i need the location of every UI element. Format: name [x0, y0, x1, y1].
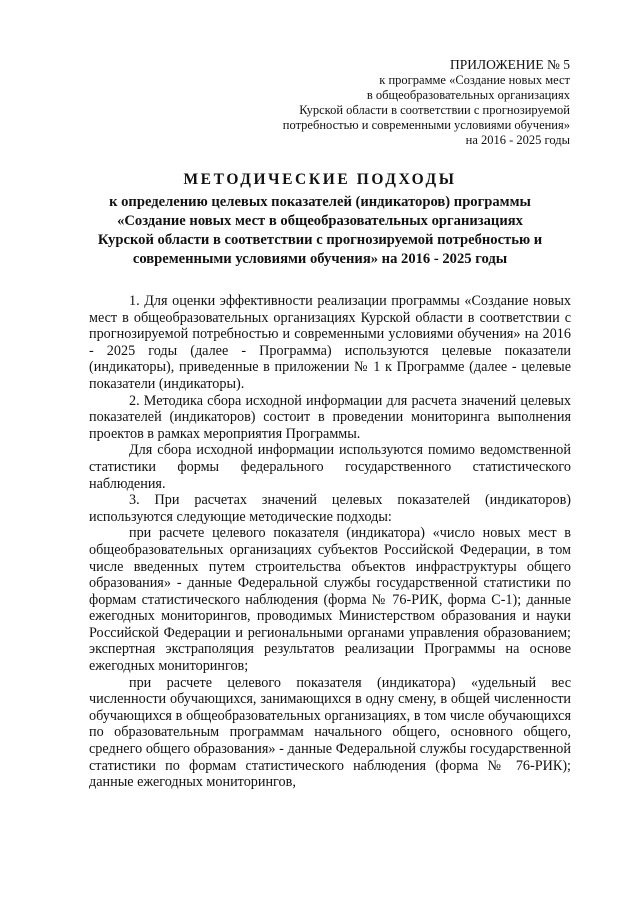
appendix-line: на 2016 - 2025 годы: [465, 133, 570, 147]
document-body: [89, 293, 571, 791]
paragraph-4: 3. При расчетах значений целевых показателей (индикаторов) используются следующие методические подходы:: [89, 492, 571, 525]
title-line: к определению целевых показателей (индикаторов) программы: [109, 194, 531, 210]
appendix-line: потребностью и современными условиями обучения»: [282, 118, 570, 132]
appendix-line: к программе «Создание новых мест: [379, 73, 570, 87]
appendix-line: Курской области в соответствии с прогнозируемой: [299, 103, 570, 117]
document-title: [70, 170, 570, 269]
title-line: «Создание новых мест в общеобразовательных организациях: [117, 213, 523, 229]
paragraph-6: при расчете целевого показателя (индикатора) «удельный вес численности обучающихся, занимающихся в одну смену, в общей численности обучающихся в общеобразовательных организациях, в том числе обучающихся по образовательным программам начального общего, основного общего, среднего общего образования» - данные Федеральной службы государственной статистики по формам статистического наблюдения (форма № 76-РИК); данные ежегодных мониторингов,: [89, 674, 571, 791]
paragraph-1: 1. Для оценки эффективности реализации программы «Создание новых мест в общеобразовательных организациях Курской области в соответствии с прогнозируемой потребностью и современными условиями обучения» на 2016 - 2025 годы (далее - Программа) используются целевые показатели (индикаторы), приведенные в приложении № 1 к Программе (далее - целевые показатели (индикаторы).: [89, 293, 571, 392]
paragraph-5: при расчете целевого показателя (индикатора) «число новых мест в общеобразовательных организациях субъектов Российской Федерации, в том числе введенных путем строительства объектов инфраструктуры общего образования» - данные Федеральной службы государственной статистики по формам статистического наблюдения (форма № 76-РИК, форма С-1); данные ежегодных мониторингов, проводимых Министерством образования и науки Российской Федерации и региональными органами управления образованием; экспертная экстраполяция результатов реализации Программы на основе ежегодных мониторингов;: [89, 525, 571, 675]
main-title: МЕТОДИЧЕСКИЕ ПОДХОДЫ: [183, 171, 457, 188]
paragraph-2: 2. Методика сбора исходной информации для расчета значений целевых показателей (индикаторов) состоит в проведении мониторинга выполнения проектов в рамках мероприятия Программы.: [89, 392, 571, 442]
appendix-line: в общеобразовательных организациях: [366, 88, 570, 102]
appendix-title: ПРИЛОЖЕНИЕ № 5: [449, 57, 570, 72]
appendix-header: [240, 56, 570, 148]
title-line: современными условиями обучения» на 2016 - 2025 годы: [132, 251, 508, 267]
paragraph-3: Для сбора исходной информации используются помимо ведомственной статистики формы федерального государственного статистического наблюдения.: [89, 442, 571, 492]
title-line: Курской области в соответствии с прогнозируемой потребностью и: [97, 232, 543, 248]
